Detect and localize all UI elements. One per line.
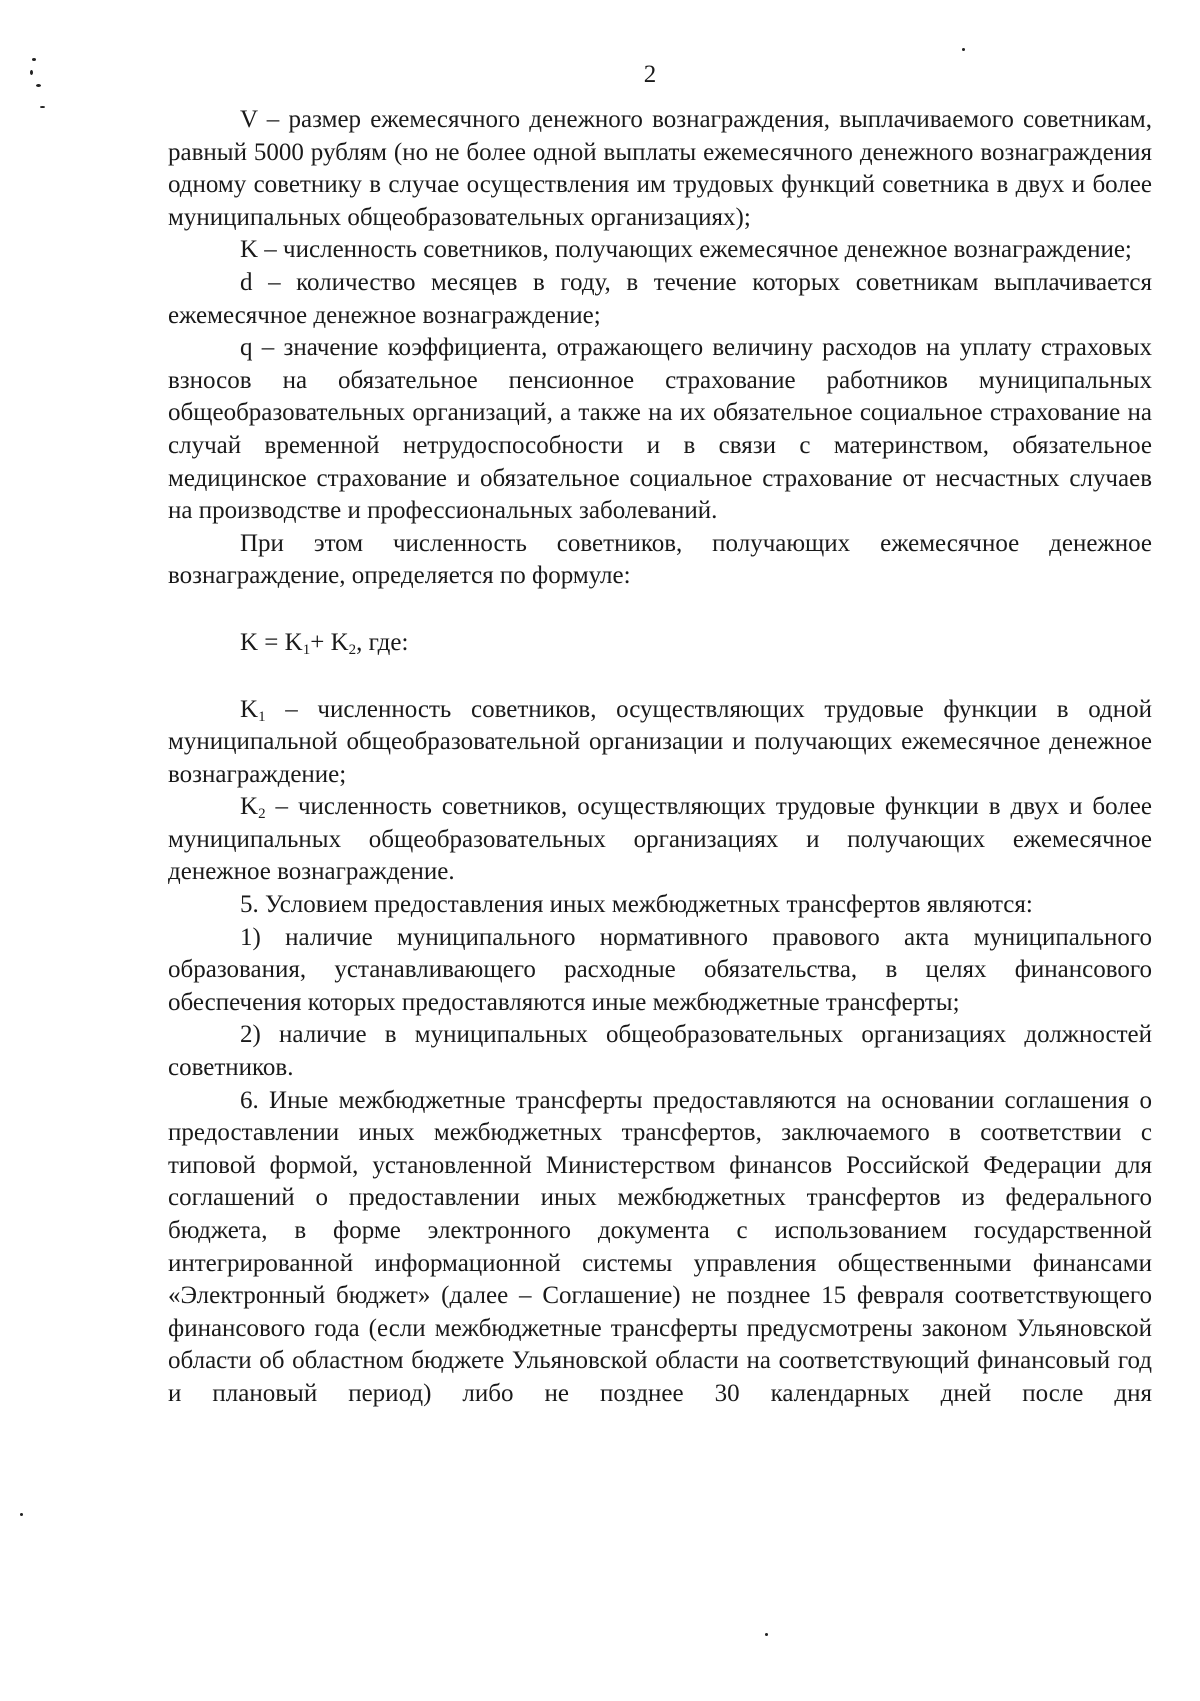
- k2-symbol: K: [240, 793, 259, 821]
- paragraph-k2-definition: [168, 791, 1152, 889]
- paragraph-5-heading: 5. Условием предоставления иных межбюджетных трансфертов являются:: [240, 891, 1033, 919]
- scan-mark: [962, 48, 965, 51]
- scan-mark: [30, 70, 33, 75]
- scan-mark: [765, 1633, 768, 1636]
- paragraph-v-definition: V – размер ежемесячного денежного вознаграждения, выплачиваемого советникам, равный 5000 рублям (но не более одной выплаты ежемесячного денежного вознаграждения одному советнику в случае осуществления им трудовых функций советника в двух и более муниципальных общеобразовательных организациях);: [168, 106, 1152, 231]
- scan-mark: [32, 58, 36, 61]
- k2-subscript: 2: [258, 806, 266, 823]
- formula-k-part: K = K: [240, 628, 303, 656]
- paragraph-5-item-2: 2) наличие в муниципальных общеобразовательных организациях должностей советников.: [168, 1021, 1152, 1082]
- paragraph-formula-intro: При этом численность советников, получающих ежемесячное денежное вознаграждение, определяется по формуле:: [168, 529, 1152, 590]
- paragraph-6: 6. Иные межбюджетные трансферты предоставляются на основании соглашения о предоставлении иных межбюджетных трансфертов, заключаемого в соответствии с типовой формой, установленной Министерством финансов Российской Федерации для соглашений о предоставлении иных межбюджетных трансфертов из федерального бюджета, в форме электронного документа с использованием государственной интегрированной информационной системы управления общественными финансами «Электронный бюджет» (далее – Соглашение) не позднее 15 февраля соответствующего финансового года (если межбюджетные трансферты предусмотрены законом Ульяновской области об областном бюджете Ульяновской области на соответствующий финансовый год и плановый период) либо не позднее 30 календарных дней после дня: [168, 1086, 1152, 1407]
- scan-mark: [20, 1513, 23, 1516]
- formula-tail: , где:: [356, 628, 409, 656]
- document-body: [168, 104, 1152, 1411]
- formula-sub-2: 2: [348, 641, 357, 658]
- paragraph-5-item-1: 1) наличие муниципального нормативного правового акта муниципального образования, устанавливающего расходные обязательства, в целях финансового обеспечения которых предоставляются иные межбюджетные трансферты;: [168, 923, 1152, 1016]
- formula-plus-part: + K: [310, 628, 349, 656]
- scan-mark: [36, 84, 41, 87]
- k1-subscript: 1: [258, 708, 266, 725]
- paragraph-k-definition: K – численность советников, получающих ежемесячное денежное вознаграждение;: [240, 236, 1132, 264]
- paragraph-q-definition: q – значение коэффициента, отражающего величину расходов на уплату страховых взносов на обязательное пенсионное страхование работников муниципальных общеобразовательных организаций, а также на их обязательное социальное страхование на случай временной нетрудоспособности и в связи с материнством, обязательное медицинское страхование и обязательное социальное страхование от несчастных случаев на производстве и профессиональных заболеваний.: [168, 334, 1152, 525]
- paragraph-k1-definition: [168, 694, 1152, 792]
- scan-mark: [40, 106, 45, 108]
- formula-sub-1: 1: [302, 641, 311, 658]
- paragraph-d-definition: d – количество месяцев в году, в течение которых советникам выплачивается ежемесячное денежное вознаграждение;: [168, 268, 1152, 329]
- k1-text: – численность советников, осуществляющих трудовые функции в одной муниципальной общеобразовательной организации и получающих ежемесячное денежное вознаграждение;: [168, 695, 1152, 788]
- k1-symbol: K: [240, 695, 259, 723]
- page-number: 2: [643, 61, 657, 88]
- formula-k: [168, 593, 1152, 694]
- k2-text: – численность советников, осуществляющих трудовые функции в двух и более муниципальных общеобразовательных организациях и получающих ежемесячное денежное вознаграждение.: [168, 793, 1152, 886]
